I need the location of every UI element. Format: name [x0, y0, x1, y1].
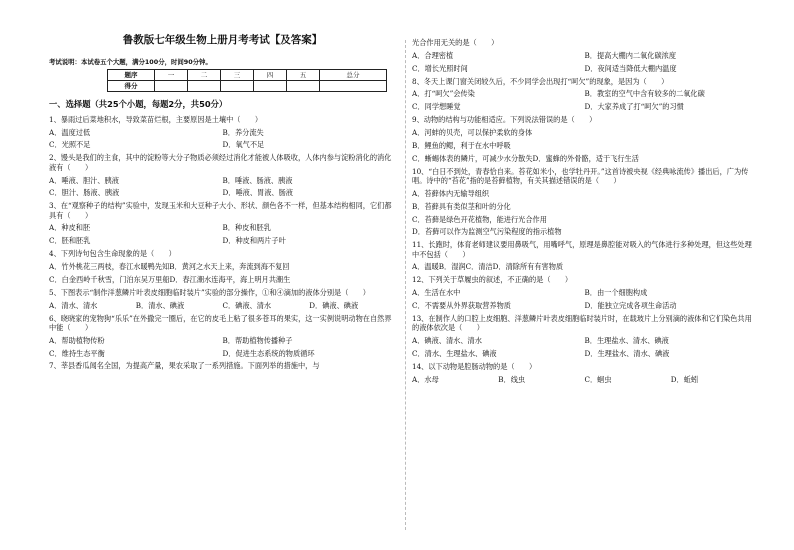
- answer-option: B．苔藓具有类似茎和叶的分化: [412, 201, 511, 211]
- answer-option: B．种皮和胚乳: [222, 223, 271, 233]
- page-title: 鲁教版七年级生物上册月考考试【及答案】: [122, 34, 323, 46]
- left-question-list: [49, 115, 396, 371]
- question-options: [412, 51, 757, 73]
- right-question-list: [412, 38, 757, 384]
- section-title: 一、选择题（共25个小题，每题2分，共50分）: [49, 98, 228, 109]
- answer-option: B．唾液、肠液、胰液: [222, 175, 293, 185]
- question-stem: 4、下列诗句包含生命现象的是（ ）: [49, 249, 176, 259]
- answer-option: C．蜥蜴体表的鳞片，可减少水分散失D．蜜蜂的外骨骼，适于飞行生活: [412, 153, 639, 163]
- answer-option: B．鲤鱼的鳃，利于在水中呼吸: [412, 140, 511, 150]
- answer-option: A．合理密植: [412, 50, 454, 60]
- answer-option: A．打“呵欠”会传染: [412, 89, 475, 99]
- answer-option: B．教室的空气中含有较多的二氧化碳: [584, 89, 705, 99]
- score-cell: [155, 80, 188, 91]
- answer-option: A．水母: [412, 374, 439, 384]
- score-header-cell: 三: [221, 69, 254, 80]
- question-options: [412, 128, 757, 163]
- answer-option: C．胆汁、肠液、胰液: [49, 188, 120, 198]
- question-stem: 1、暴雨过后菜地积水，导致菜苗烂根，主要原因是土壤中（ ）: [49, 114, 263, 124]
- answer-option: C．蛔虫: [584, 374, 612, 384]
- answer-option: D．促进生态系统的物质循环: [222, 348, 315, 358]
- answer-option: C．白金西岭千秋雪，门泊东吴万里船D．春江潮水连海平，海上明月共潮生: [49, 274, 291, 284]
- answer-option: A．温度过低: [49, 127, 91, 137]
- question-stem: 14、以下动物是腔肠动物的是（ ）: [412, 361, 537, 371]
- question-stem: 5、下图表示“制作洋葱鳞片叶表皮细胞临时装片”实验的部分操作，①和④滴加的液体分别是（ ）: [49, 287, 370, 297]
- question-options: [49, 262, 396, 284]
- answer-option: D．生理盐水、清水、碘液: [584, 348, 670, 358]
- question-stem: 6、晓晓家的宠物狗“乐乐”在外撒完一圈后，在它的皮毛上粘了很多苍耳的果实，这一实例说明动物在自然界中能（ ）: [49, 313, 392, 332]
- score-row-label: 得分: [108, 80, 155, 91]
- answer-option: D．唾液、胃液、肠液: [222, 188, 293, 198]
- score-header-cell: 五: [287, 69, 320, 80]
- question-stem: 12、下列关于草履虫的叙述，不正确的是（ ）: [412, 275, 573, 285]
- answer-option: C．维持生态平衡: [49, 348, 105, 358]
- column-divider: [405, 40, 406, 530]
- answer-option: C．不需要从外界获取营养物质: [412, 301, 511, 311]
- answer-option: D．种皮和两片子叶: [222, 236, 286, 246]
- score-cell: [320, 80, 387, 91]
- score-table-score-row: [108, 80, 387, 91]
- answer-option: A．帮助植物传粉: [49, 335, 105, 345]
- answer-option: B．生理盐水、清水、碘液: [584, 336, 669, 346]
- score-cell: [221, 80, 254, 91]
- answer-option: B．清水、碘液: [135, 300, 185, 310]
- answer-option: B．帮助植物传播种子: [222, 335, 293, 345]
- question-options: [412, 375, 757, 384]
- score-header-cell: 一: [155, 69, 188, 80]
- answer-option: B．养分流失: [222, 127, 264, 137]
- answer-option: A．竹外桃花三两枝，春江水暖鸭先知B．黄河之水天上来，奔流到海不复回: [49, 262, 290, 272]
- answer-option: C．苔藓是绿色开花植物，能进行光合作用: [412, 214, 547, 224]
- answer-option: A．种皮和胚: [49, 223, 91, 233]
- question-stem: 10、“白日不到处，青春恰自来。苔花如米小，也学牡丹开。”这首诗被央视《经典咏流传》播出后，广为传唱。诗中的“苔花”指的是苔藓植物，有关其描述错误的是（ ）: [412, 166, 749, 185]
- question-stem: 8、冬天上课门窗关闭较久后，不少同学会出现打“呵欠”的现象，是因为（ ）: [412, 76, 669, 86]
- answer-option: A．生活在水中: [412, 288, 461, 298]
- answer-option: D．能独立完成各项生命活动: [584, 301, 677, 311]
- score-header-cell: 题序: [108, 69, 155, 80]
- answer-option: D．大家养成了打“呵欠”的习惯: [584, 102, 684, 112]
- score-table-header-row: [108, 69, 387, 80]
- answer-option: D．蚯蚓: [670, 374, 699, 384]
- answer-option: C．光照不足: [49, 140, 91, 150]
- answer-option: B．由一个细胞构成: [584, 288, 648, 298]
- right-column: [412, 38, 757, 388]
- question-options: [49, 223, 396, 245]
- question-options: [412, 189, 757, 237]
- answer-option: B．线虫: [498, 374, 526, 384]
- question-options: [49, 128, 396, 150]
- question-options: [49, 301, 396, 310]
- answer-option: A．清水、清水: [49, 300, 98, 310]
- exam-note: 考试说明：本试卷五个大题，满分100分，时间90分钟。: [49, 57, 212, 66]
- question-stem: 7、莘县香瓜闻名全国，为提高产量，果农采取了一系列措施。下面列举的措施中，与: [49, 361, 320, 371]
- question-options: [412, 89, 757, 111]
- answer-option: C．增长光照时间: [412, 63, 468, 73]
- question-stem: 13、在制作人的口腔上皮细胞、洋葱鳞片叶表皮细胞临时装片时，在载玻片上分别滴的液体和它们染色共用的液体依次是（ ）: [412, 313, 752, 333]
- answer-option: D．夜间适当降低大棚内温度: [584, 63, 677, 73]
- score-table: [107, 69, 387, 92]
- question-stem: 9、动物的结构与功能相适应。下列说法错误的是（ ）: [412, 115, 597, 125]
- question-options: [412, 262, 757, 271]
- question-stem: 2、馒头是我们的主食，其中的淀粉等大分子物质必须经过消化才能被人体吸收，人体内参与淀粉消化的消化液有（ ）: [49, 153, 392, 172]
- answer-option: A．碘液、清水、清水: [412, 336, 482, 346]
- score-cell: [188, 80, 221, 91]
- question-stem: 3、在“观察种子的结构”实验中，发现玉米和大豆种子大小、形状、颜色各不一样，但基本结构相同，它们都具有（ ）: [49, 201, 392, 220]
- answer-option: A．河蚌的贝壳，可以保护柔软的身体: [412, 128, 533, 138]
- question-options: [49, 336, 396, 358]
- score-cell: [287, 80, 320, 91]
- answer-option: D．苔藓可以作为监测空气污染程度的指示植物: [412, 227, 562, 237]
- question-options: [412, 288, 757, 310]
- left-column: [49, 34, 396, 374]
- score-header-cell: 二: [188, 69, 221, 80]
- score-header-cell: 总分: [320, 69, 387, 80]
- answer-option: C．同学想睡觉: [412, 102, 461, 112]
- answer-option: C．碘液、清水: [222, 300, 272, 310]
- answer-option: A．温暖B．湿润C．清洁D．清除所有有害物质: [412, 262, 564, 272]
- question-stem: 光合作用无关的是（ ）: [412, 38, 499, 47]
- answer-option: A．唾液、胆汁、胰液: [49, 175, 119, 185]
- answer-option: D．氧气不足: [222, 140, 265, 150]
- answer-option: C．胚和胚乳: [49, 236, 91, 246]
- score-header-cell: 四: [254, 69, 287, 80]
- question-stem: 11、长跑时，体育老师建议要用鼻吸气，用嘴呼气，原理是鼻腔能对吸入的气体进行多种处理，但这些处理中不包括（ ）: [412, 240, 752, 259]
- question-options: [49, 176, 396, 198]
- question-options: [412, 336, 757, 358]
- answer-option: A．苔藓体内无输导组织: [412, 188, 490, 198]
- answer-option: D．碘液、碘液: [309, 300, 359, 310]
- answer-option: B．提高大棚内二氧化碳浓度: [584, 50, 677, 60]
- answer-option: C．清水、生理盐水、碘液: [412, 348, 497, 358]
- score-cell: [254, 80, 287, 91]
